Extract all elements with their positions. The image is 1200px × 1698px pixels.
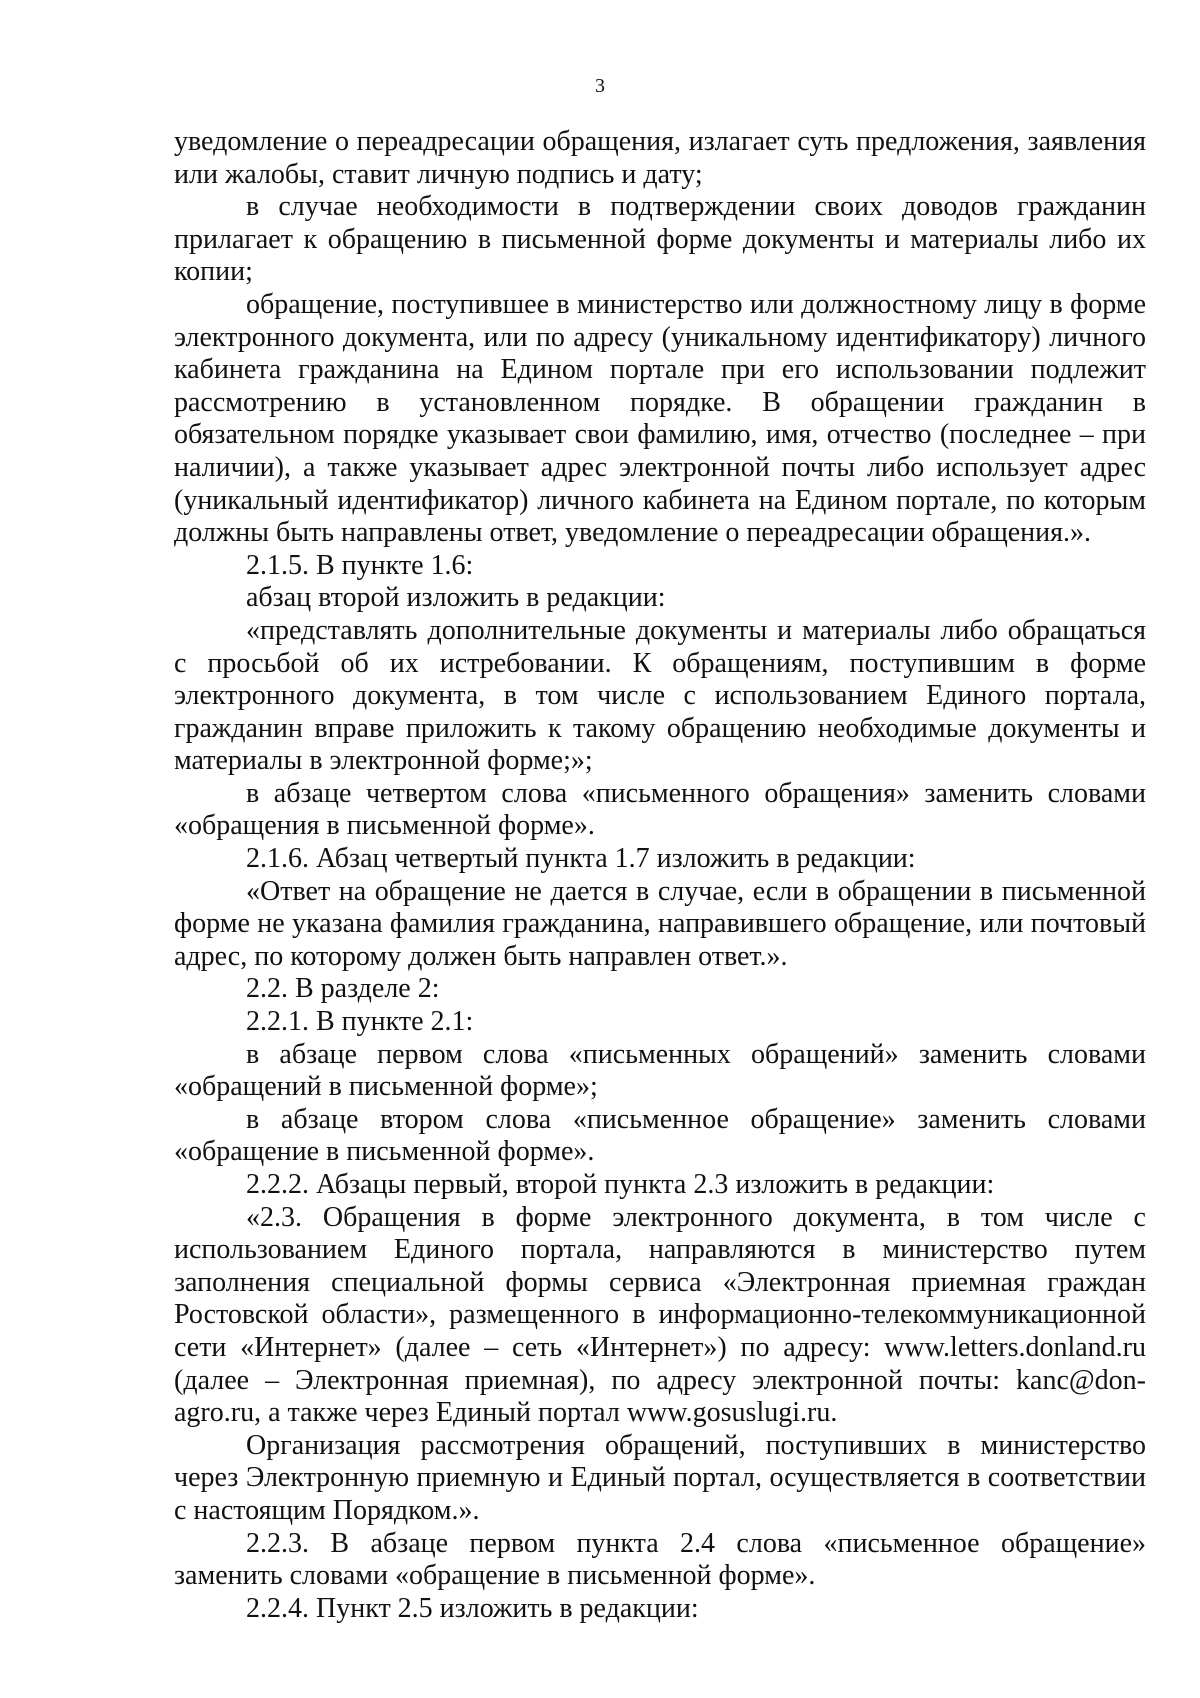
page-number: 3 (595, 75, 605, 97)
paragraph: в абзаце первом слова «письменных обращений» заменить словами «обращений в письменной форме»; (174, 1038, 1146, 1103)
paragraph: 2.1.5. В пункте 1.6: (246, 549, 474, 581)
paragraph: 2.2. В разделе 2: (246, 973, 440, 1005)
paragraph: «Ответ на обращение не дается в случае, если в обращении в письменной форме не указана фамилия гражданина, направившего обращение, или почтовый адрес, по которому должен быть направлен ответ.». (174, 875, 1146, 972)
paragraph: Организация рассмотрения обращений, поступивших в министерство через Электронную приемную и Единый портал, осуществляется в соответствии с настоящим Порядком.». (174, 1429, 1146, 1526)
paragraph: абзац второй изложить в редакции: (246, 582, 666, 614)
paragraph: 2.2.1. В пункте 2.1: (246, 1006, 474, 1038)
paragraph: уведомление о переадресации обращения, излагает суть предложения, заявления или жалобы, ставит личную подпись и дату; (174, 126, 1146, 190)
paragraph: 2.2.3. В абзаце первом пункта 2.4 слова «письменное обращение» заменить словами «обращение в письменной форме». (174, 1527, 1146, 1592)
paragraph: в случае необходимости в подтверждении своих доводов гражданин прилагает к обращению в письменной форме документы и материалы либо их копии; (174, 191, 1146, 288)
document-body (174, 126, 1146, 1625)
paragraph: «представлять дополнительные документы и материалы либо обращаться с просьбой об их истребовании. К обращениям, поступившим в форме электронного документа, в том числе с использованием Единого портала, гражданин вправе приложить к такому обращению необходимые документы и материалы в электронной форме;»; (174, 614, 1146, 777)
paragraph: 2.2.4. Пункт 2.5 изложить в редакции: (246, 1592, 699, 1624)
paragraph: 2.2.2. Абзацы первый, второй пункта 2.3 изложить в редакции: (246, 1169, 995, 1200)
paragraph: «2.3. Обращения в форме электронного документа, в том числе с использованием Единого портала, направляются в министерство путем заполнения специальной формы сервиса «Электронная приемная граждан Ростовской области», размещенного в информационно-телекоммуникационной сети «Интернет» (далее – сеть «Интернет») по адресу: www.letters.donland.ru (далее – Электронная приемная), по адресу электронной почты: kanc@don-agro.ru, а также через Единый портал www.gosuslugi.ru. (174, 1201, 1146, 1429)
paragraph: 2.1.6. Абзац четвертый пункта 1.7 изложить в редакции: (246, 843, 916, 875)
paragraph: в абзаце четвертом слова «письменного обращения» заменить словами «обращения в письменной форме». (174, 777, 1146, 842)
paragraph: обращение, поступившее в министерство или должностному лицу в форме электронного документа, или по адресу (уникальному идентификатору) личного кабинета гражданина на Едином портале при его использовании подлежит рассмотрению в установленном порядке. В обращении гражданин в обязательном порядке указывает свои фамилию, имя, отчество (последнее – при наличии), а также указывает адрес электронной почты либо использует адрес (уникальный идентификатор) личного кабинета на Едином портале, по которым должны быть направлены ответ, уведомление о переадресации обращения.». (174, 288, 1146, 549)
paragraph: в абзаце втором слова «письменное обращение» заменить словами «обращение в письменной форме». (174, 1103, 1146, 1168)
